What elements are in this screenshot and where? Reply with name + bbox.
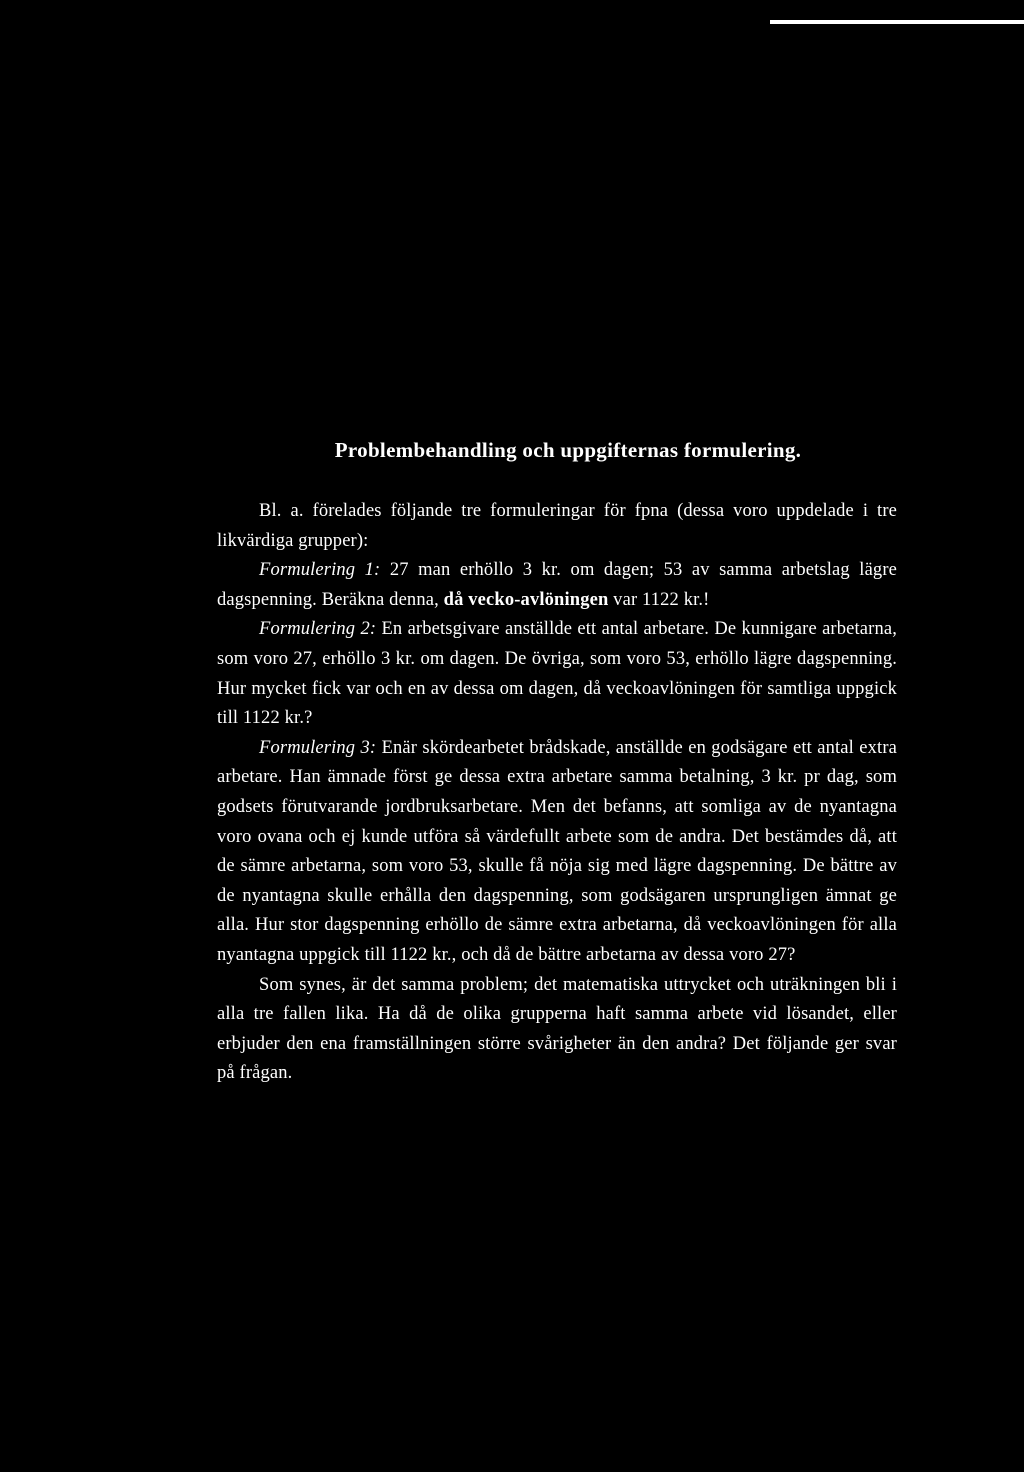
intro-paragraph: Bl. a. förelades följande tre formuleringar för fpna (dessa voro uppdelade i tre likvärdiga grupper): — [217, 501, 897, 551]
formulation-1-label: Formulering 1: — [259, 560, 381, 581]
formulation-1-text-b: var 1122 kr.! — [608, 589, 710, 610]
page-title: Problembehandling och uppgifternas formulering. — [334, 438, 802, 462]
formulation-3-paragraph — [217, 734, 897, 971]
formulation-2-paragraph — [217, 615, 897, 733]
formulation-3-label: Formulering 3: — [259, 737, 377, 758]
formulation-1-bold: då vecko-avlöningen — [443, 589, 609, 610]
body-text — [217, 497, 897, 1089]
formulation-3-text: Enär skördearbetet brådskade, anställde en godsägare ett antal extra arbetare. Han ämnade först ge dessa extra arbetare samma betalning, 3 kr. pr dag, som godsets förutvarande jordbruksarbetare. Men det befanns, att somliga av de nyantagna voro ovana och ej kunde utföra så värdefullt arbete som de andra. Det bestämdes då, att de sämre arbetarna, som voro 53, skulle få nöja sig med lägre dagspenning. De bättre av de nyantagna skulle erhålla den dagspenning, som godsägaren ursprungligen ämnat ge alla. Hur stor dagspenning erhöllo de sämre extra arbetarna, då veckoavlöningen för alla nyantagna uppgick till 1122 kr., och då de bättre arbetarna av dessa voro 27? — [217, 737, 897, 965]
formulation-1-paragraph — [217, 556, 897, 615]
text-block — [217, 438, 897, 1089]
formulation-2-label: Formulering 2: — [259, 619, 377, 640]
formulation-1-text-a: 27 man erhöllo 3 kr. om dagen; 53 av samma arbetslag lägre dagspenning. Beräkna denna, — [217, 560, 897, 610]
top-edge-rule — [770, 20, 1024, 24]
closing-paragraph: Som synes, är det samma problem; det matematiska uttrycket och uträkningen bli i alla tre fallen lika. Ha då de olika grupperna haft samma arbete vid lösandet, eller erbjuder den ena framställningen större svårigheter än den andra? Det följande ger svar på frågan. — [217, 974, 897, 1084]
formulation-2-text: En arbetsgivare anställde ett antal arbetare. De kunnigare arbetarna, som voro 27, erhöllo 3 kr. om dagen. De övriga, som voro 53, erhöllo lägre dagspenning. Hur mycket fick var och en av dessa om dagen, då veckoavlöningen för samtliga uppgick till 1122 kr.? — [217, 619, 897, 729]
